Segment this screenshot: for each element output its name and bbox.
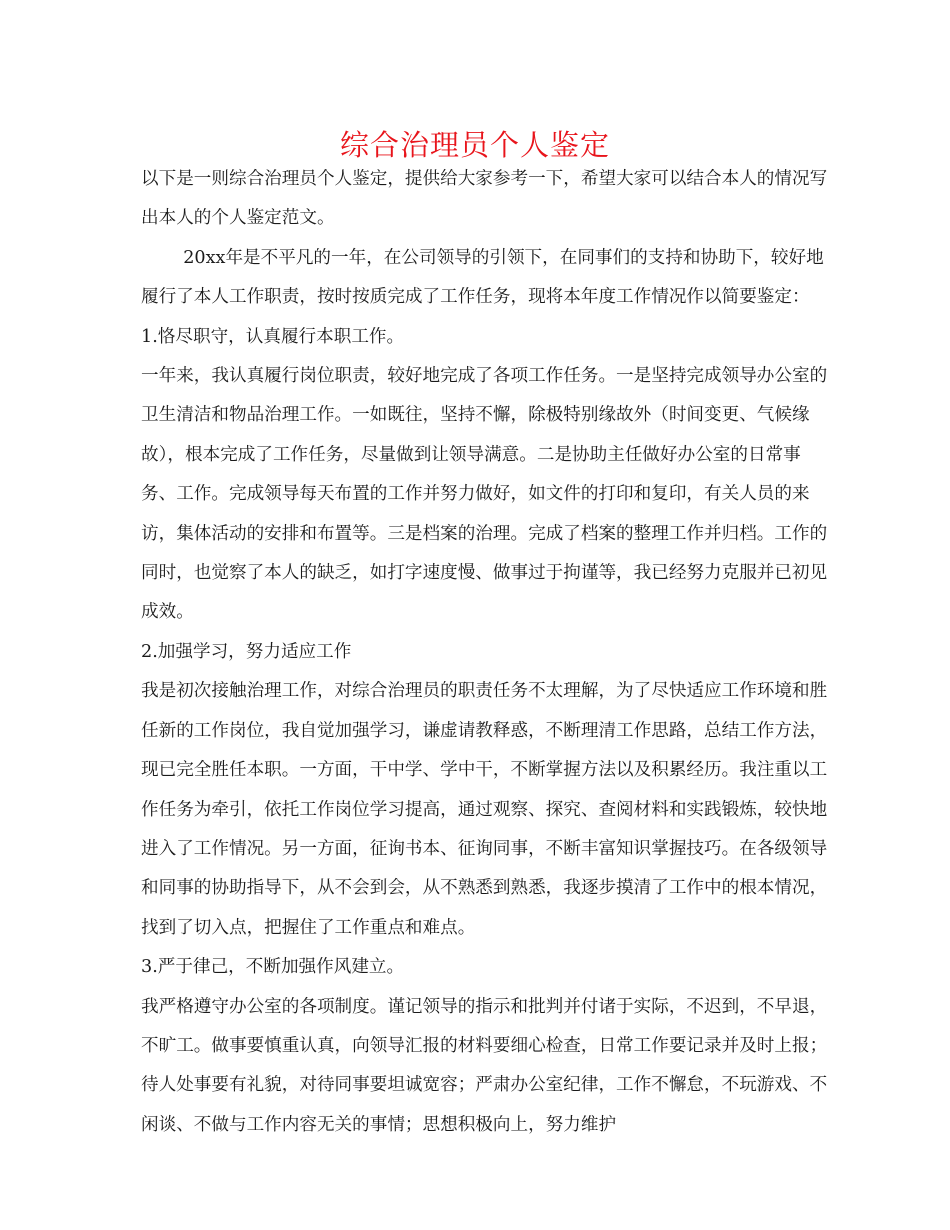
intro-paragraph: 以下是一则综合治理员个人鉴定，提供给大家参考一下，希望大家可以结合本人的情况写出本人的个人鉴定范文。 bbox=[141, 169, 828, 229]
section-body-2: 我是初次接触治理工作，对综合治理员的职责任务不太理解，为了尽快适应工作环境和胜任新的工作岗位，我自觉加强学习，谦虚请教释惑，不断理清工作思路，总结工作方法，现已完全胜任本职。一方面，干中学、学中干，不断掌握方法以及积累经历。我注重以工作任务为牵引，依托工作岗位学习提高，通过观察、探究、查阅材料和实践锻炼，较快地进入了工作情况。另一方面，征询书本、征询同事，不断丰富知识掌握技巧。在各级领导和同事的协助指导下，从不会到会，从不熟悉到熟悉，我逐步摸清了工作中的根本情况，找到了切入点，把握住了工作重点和难点。 bbox=[141, 681, 828, 938]
section-heading-2: 2.加强学习，努力适应工作 bbox=[141, 641, 352, 662]
section-heading-3: 3.严于律己，不断加强作风建立。 bbox=[141, 957, 405, 978]
document-title: 综合治理员个人鉴定 bbox=[339, 128, 610, 162]
section-body-3: 我严格遵守办公室的各项制度。谨记领导的指示和批判并付诸于实际，不迟到，不早退，不旷工。做事要慎重认真，向领导汇报的材料要细心检查，日常工作要记录并及时上报；待人处事要有礼貌，对待同事要坦诚宽容；严肃办公室纪律，工作不懈怠，不玩游戏、不闲谈、不做与工作内容无关的事情；思想积极向上，努力维护 bbox=[141, 996, 828, 1135]
document-body bbox=[141, 160, 831, 1145]
section-heading-1: 1.恪尽职守，认真履行本职工作。 bbox=[141, 326, 405, 347]
opening-paragraph: 20xx年是不平凡的一年，在公司领导的引领下，在同事们的支持和协助下，较好地履行了本人工作职责，按时按质完成了工作任务，现将本年度工作情况作以简要鉴定： bbox=[141, 247, 824, 308]
section-body-1: 一年来，我认真履行岗位职责，较好地完成了各项工作任务。一是坚持完成领导办公室的卫生清洁和物品治理工作。一如既往，坚持不懈，除极特别缘故外（时间变更、气候缘故），根本完成了工作任务，尽量做到让领导满意。二是协助主任做好办公室的日常事务、工作。完成领导每天布置的工作并努力做好，如文件的打印和复印，有关人员的来访，集体活动的安排和布置等。三是档案的治理。完成了档案的整理工作并归档。工作的同时，也觉察了本人的缺乏，如打字速度慢、做事过于拘谨等，我已经努力克服并已初见成效。 bbox=[141, 366, 828, 623]
